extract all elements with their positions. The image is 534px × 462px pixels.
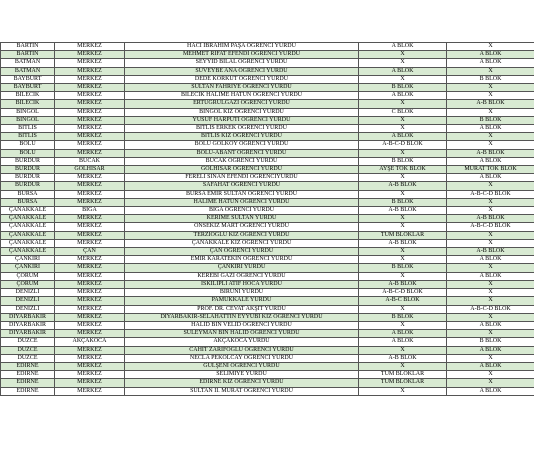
table-row (1, 182, 534, 190)
female-blocks-cell: X (359, 248, 447, 256)
district-cell: MERKEZ (55, 141, 125, 149)
district-cell: ÇAN (55, 248, 125, 256)
male-blocks-cell: MURAT TOK BLOK (447, 166, 534, 174)
table-row (1, 43, 534, 51)
province-cell: DÜZCE (1, 338, 55, 346)
female-blocks-cell: X (359, 223, 447, 231)
dormitory-name-cell: EMİR KARATEKİN ÖĞRENCİ YURDU (125, 256, 359, 264)
table-row (1, 157, 534, 165)
province-cell: DİYARBAKIR (1, 313, 55, 321)
dormitory-name-cell: BİTLİS ERKEK ÖĞRENCİ YURDU (125, 125, 359, 133)
district-cell: BİGA (55, 207, 125, 215)
dormitory-name-cell: ERTUĞRULGAZİ ÖĞRENCİ YURDU (125, 100, 359, 108)
male-blocks-cell: A-B-C-D BLOK (447, 190, 534, 198)
dormitory-name-cell: BİNGÖL KIZ ÖĞRENCİ YURDU (125, 108, 359, 116)
district-cell: MERKEZ (55, 198, 125, 206)
table-row (1, 59, 534, 67)
female-blocks-cell: B BLOK (359, 157, 447, 165)
dormitory-table (0, 42, 534, 396)
dormitory-name-cell: SAFAHAT ÖĞRENCİ YURDU (125, 182, 359, 190)
dormitory-name-cell: FERELİ SİNAN EFENDİ ÖĞRENCİYURDU (125, 174, 359, 182)
female-blocks-cell: A-B-C-D BLOK (359, 141, 447, 149)
male-blocks-cell: A-B-C-D BLOK (447, 223, 534, 231)
district-cell: MERKEZ (55, 215, 125, 223)
dormitory-name-cell: SULTAN II. MURAT ÖĞRENCİ YURDU (125, 387, 359, 395)
female-blocks-cell: X (359, 256, 447, 264)
dormitory-name-cell: ÇANAKKALE KIZ ÖĞRENCİ YURDU (125, 239, 359, 247)
female-blocks-cell: X (359, 116, 447, 124)
dormitory-name-cell: CAHİT ZARİFOĞLU ÖĞRENCİ YURDU (125, 346, 359, 354)
male-blocks-cell: X (447, 379, 534, 387)
dormitory-name-cell: SÜVEYBE ANA ÖĞRENCİ YURDU (125, 67, 359, 75)
district-cell: MERKEZ (55, 84, 125, 92)
dormitory-name-cell: GÖLHİSAR ÖĞRENCİ YURDU (125, 166, 359, 174)
male-blocks-cell: X (447, 289, 534, 297)
table-row (1, 272, 534, 280)
table-row (1, 371, 534, 379)
province-cell: ÇANKIRI (1, 264, 55, 272)
female-blocks-cell: B BLOK (359, 313, 447, 321)
district-cell: MERKEZ (55, 67, 125, 75)
male-blocks-cell: X (447, 84, 534, 92)
female-blocks-cell: TÜM BLOKLAR (359, 371, 447, 379)
female-blocks-cell: X (359, 51, 447, 59)
female-blocks-cell: X (359, 149, 447, 157)
table-row (1, 297, 534, 305)
male-blocks-cell: X (447, 198, 534, 206)
dormitory-name-cell: BOLU-ABANT ÖĞRENCİ YURDU (125, 149, 359, 157)
district-cell: MERKEZ (55, 149, 125, 157)
province-cell: DENİZLİ (1, 297, 55, 305)
district-cell: MERKEZ (55, 231, 125, 239)
province-cell: ÇORUM (1, 272, 55, 280)
dormitory-name-cell: ÇAN ÖĞRENCİ YURDU (125, 248, 359, 256)
male-blocks-cell: B BLOK (447, 116, 534, 124)
female-blocks-cell: TÜM BLOKLAR (359, 231, 447, 239)
district-cell: MERKEZ (55, 239, 125, 247)
province-cell: BİTLİS (1, 125, 55, 133)
dormitory-name-cell: KERİME SULTAN YURDU (125, 215, 359, 223)
female-blocks-cell: A-B-C-D BLOK (359, 289, 447, 297)
district-cell: MERKEZ (55, 330, 125, 338)
male-blocks-cell: A-B BLOK (447, 215, 534, 223)
table-row (1, 207, 534, 215)
province-cell: BİNGÖL (1, 108, 55, 116)
male-blocks-cell: X (447, 264, 534, 272)
table-row (1, 338, 534, 346)
table-body (1, 43, 534, 396)
table-row (1, 198, 534, 206)
table-row (1, 133, 534, 141)
female-blocks-cell: A BLOK (359, 67, 447, 75)
province-cell: BİLECİK (1, 100, 55, 108)
table-row (1, 379, 534, 387)
female-blocks-cell: X (359, 362, 447, 370)
province-cell: BAYBURT (1, 84, 55, 92)
dormitory-name-cell: DEDE KORKUT ÖĞRENCİ YURDU (125, 75, 359, 83)
female-blocks-cell: X (359, 272, 447, 280)
table-row (1, 231, 534, 239)
male-blocks-cell: B BLOK (447, 338, 534, 346)
female-blocks-cell: A-B BLOK (359, 280, 447, 288)
female-blocks-cell: A BLOK (359, 43, 447, 51)
district-cell: MERKEZ (55, 354, 125, 362)
dormitory-name-cell: EDİRNE KIZ ÖĞRENCİ YURDU (125, 379, 359, 387)
dormitory-name-cell: TERZİOĞLU KIZ ÖĞRENCİ YURDU (125, 231, 359, 239)
province-cell: DENİZLİ (1, 305, 55, 313)
district-cell: MERKEZ (55, 108, 125, 116)
dormitory-name-cell: AKÇAKOCA YURDU (125, 338, 359, 346)
dormitory-name-cell: SÜLEYMAN BİN HALİD ÖĞRENCİ YURDU (125, 330, 359, 338)
table-row (1, 215, 534, 223)
table-row (1, 256, 534, 264)
province-cell: BURSA (1, 190, 55, 198)
female-blocks-cell: A BLOK (359, 92, 447, 100)
dormitory-name-cell: KEREBİ GAZİ ÖĞRENCİ YURDU (125, 272, 359, 280)
male-blocks-cell: A-B BLOK (447, 149, 534, 157)
dormitory-name-cell: BİRUNİ YURDU (125, 289, 359, 297)
female-blocks-cell: A-B BLOK (359, 182, 447, 190)
dormitory-name-cell: ONSEKİZ MART ÖĞRENCİ YURDU (125, 223, 359, 231)
dormitory-name-cell: HACI İBRAHİM PAŞA ÖĞRENCİ YURDU (125, 43, 359, 51)
province-cell: BURDUR (1, 157, 55, 165)
province-cell: BURDUR (1, 182, 55, 190)
district-cell: BUCAK (55, 157, 125, 165)
table-row (1, 330, 534, 338)
table-row (1, 100, 534, 108)
province-cell: BURDUR (1, 166, 55, 174)
male-blocks-cell: X (447, 297, 534, 305)
province-cell: ÇANAKKALE (1, 239, 55, 247)
female-blocks-cell: A-B BLOK (359, 239, 447, 247)
district-cell: MERKEZ (55, 272, 125, 280)
female-blocks-cell: B BLOK (359, 198, 447, 206)
province-cell: BİLECİK (1, 92, 55, 100)
female-blocks-cell: X (359, 387, 447, 395)
female-blocks-cell: X (359, 125, 447, 133)
province-cell: EDİRNE (1, 371, 55, 379)
female-blocks-cell: A BLOK (359, 338, 447, 346)
district-cell: MERKEZ (55, 125, 125, 133)
dormitory-name-cell: NECLA PEKOLCAY ÖĞRENCİ YURDU (125, 354, 359, 362)
table-row (1, 289, 534, 297)
male-blocks-cell: X (447, 330, 534, 338)
table-row (1, 108, 534, 116)
district-cell: MERKEZ (55, 297, 125, 305)
table-row (1, 223, 534, 231)
province-cell: BATMAN (1, 59, 55, 67)
district-cell: MERKEZ (55, 100, 125, 108)
table-row (1, 346, 534, 354)
female-blocks-cell: X (359, 59, 447, 67)
table-row (1, 84, 534, 92)
dormitory-name-cell: HALİME HATUN ÖĞRENCİ YURDU (125, 198, 359, 206)
province-cell: ÇORUM (1, 280, 55, 288)
female-blocks-cell: X (359, 215, 447, 223)
male-blocks-cell: A BLOK (447, 59, 534, 67)
district-cell: MERKEZ (55, 362, 125, 370)
district-cell: MERKEZ (55, 51, 125, 59)
male-blocks-cell: X (447, 354, 534, 362)
male-blocks-cell: X (447, 313, 534, 321)
female-blocks-cell: X (359, 321, 447, 329)
province-cell: DÜZCE (1, 354, 55, 362)
dormitory-name-cell: PROF. DR. CEVAT AKŞİT YURDU (125, 305, 359, 313)
dormitory-name-cell: SELİMİYE YURDU (125, 371, 359, 379)
male-blocks-cell: X (447, 371, 534, 379)
male-blocks-cell: X (447, 67, 534, 75)
province-cell: BOLU (1, 149, 55, 157)
dormitory-name-cell: YUSUF HARPUTİ ÖĞRENCİ YURDU (125, 116, 359, 124)
dormitory-name-cell: SULTAN FAHRİYE ÖĞRENCİ YURDU (125, 84, 359, 92)
province-cell: BAYBURT (1, 75, 55, 83)
female-blocks-cell: A-B BLOK (359, 354, 447, 362)
female-blocks-cell: B BLOK (359, 264, 447, 272)
female-blocks-cell: A BLOK (359, 330, 447, 338)
female-blocks-cell: TÜM BLOKLAR (359, 379, 447, 387)
dormitory-name-cell: ÇANKIRI YURDU (125, 264, 359, 272)
table-row (1, 67, 534, 75)
table-row (1, 248, 534, 256)
dormitory-table-sheet (0, 42, 534, 396)
male-blocks-cell: A BLOK (447, 362, 534, 370)
district-cell: MERKEZ (55, 92, 125, 100)
table-row (1, 174, 534, 182)
district-cell: MERKEZ (55, 256, 125, 264)
male-blocks-cell: X (447, 108, 534, 116)
male-blocks-cell: X (447, 92, 534, 100)
district-cell: MERKEZ (55, 387, 125, 395)
table-row (1, 387, 534, 395)
table-row (1, 75, 534, 83)
female-blocks-cell: X (359, 174, 447, 182)
dormitory-name-cell: BOLU GÖLKÖY ÖĞRENCİ YURDU (125, 141, 359, 149)
dormitory-name-cell: GÜLŞENİ ÖĞRENCİ YURDU (125, 362, 359, 370)
district-cell: MERKEZ (55, 190, 125, 198)
female-blocks-cell: X (359, 190, 447, 198)
dormitory-name-cell: DİYARBAKIR-SELAHATTİN EYYUBİ KIZ ÖĞRENCİ YURDU (125, 313, 359, 321)
province-cell: ÇANAKKALE (1, 231, 55, 239)
province-cell: EDİRNE (1, 387, 55, 395)
province-cell: DÜZCE (1, 346, 55, 354)
female-blocks-cell: A-B BLOK (359, 207, 447, 215)
district-cell: AKÇAKOCA (55, 338, 125, 346)
male-blocks-cell: X (447, 280, 534, 288)
table-row (1, 190, 534, 198)
district-cell: MERKEZ (55, 379, 125, 387)
female-blocks-cell: B BLOK (359, 84, 447, 92)
dormitory-name-cell: MEHMET RIFAT EFENDİ ÖĞRENCİ YURDU (125, 51, 359, 59)
district-cell: GÖLHİSAR (55, 166, 125, 174)
district-cell: MERKEZ (55, 75, 125, 83)
male-blocks-cell: X (447, 141, 534, 149)
province-cell: EDİRNE (1, 362, 55, 370)
table-row (1, 362, 534, 370)
male-blocks-cell: X (447, 133, 534, 141)
province-cell: DENİZLİ (1, 289, 55, 297)
table-row (1, 166, 534, 174)
male-blocks-cell: X (447, 207, 534, 215)
province-cell: BARTIN (1, 43, 55, 51)
province-cell: BARTIN (1, 51, 55, 59)
table-row (1, 264, 534, 272)
male-blocks-cell: A BLOK (447, 51, 534, 59)
district-cell: MERKEZ (55, 321, 125, 329)
dormitory-name-cell: PAMUKKALE YURDU (125, 297, 359, 305)
female-blocks-cell: C BLOK (359, 108, 447, 116)
district-cell: MERKEZ (55, 280, 125, 288)
table-row (1, 239, 534, 247)
province-cell: BOLU (1, 141, 55, 149)
district-cell: MERKEZ (55, 346, 125, 354)
province-cell: DİYARBAKIR (1, 330, 55, 338)
district-cell: MERKEZ (55, 43, 125, 51)
table-row (1, 321, 534, 329)
female-blocks-cell: A BLOK (359, 133, 447, 141)
table-row (1, 116, 534, 124)
province-cell: ÇANAKKALE (1, 223, 55, 231)
province-cell: ÇANAKKALE (1, 248, 55, 256)
male-blocks-cell: A BLOK (447, 387, 534, 395)
female-blocks-cell: X (359, 100, 447, 108)
male-blocks-cell: A BLOK (447, 174, 534, 182)
province-cell: BURSA (1, 198, 55, 206)
district-cell: MERKEZ (55, 305, 125, 313)
table-row (1, 141, 534, 149)
province-cell: ÇANKIRI (1, 256, 55, 264)
dormitory-name-cell: İSKİLİPLİ ATIF HOCA YURDU (125, 280, 359, 288)
male-blocks-cell: A-B-C-D BLOK (447, 305, 534, 313)
male-blocks-cell: A-B BLOK (447, 100, 534, 108)
district-cell: MERKEZ (55, 264, 125, 272)
table-row (1, 354, 534, 362)
male-blocks-cell: B BLOK (447, 75, 534, 83)
male-blocks-cell: X (447, 43, 534, 51)
male-blocks-cell: A BLOK (447, 321, 534, 329)
district-cell: MERKEZ (55, 116, 125, 124)
male-blocks-cell: X (447, 239, 534, 247)
female-blocks-cell: X (359, 305, 447, 313)
table-row (1, 125, 534, 133)
district-cell: MERKEZ (55, 174, 125, 182)
male-blocks-cell: A BLOK (447, 272, 534, 280)
dormitory-name-cell: SEYYİD BİLAL ÖĞRENCİ YURDU (125, 59, 359, 67)
district-cell: MERKEZ (55, 182, 125, 190)
district-cell: MERKEZ (55, 313, 125, 321)
male-blocks-cell: A-B BLOK (447, 248, 534, 256)
province-cell: BATMAN (1, 67, 55, 75)
province-cell: DİYARBAKIR (1, 321, 55, 329)
table-row (1, 313, 534, 321)
male-blocks-cell: A BLOK (447, 346, 534, 354)
table-row (1, 92, 534, 100)
district-cell: MERKEZ (55, 133, 125, 141)
district-cell: MERKEZ (55, 371, 125, 379)
female-blocks-cell: X (359, 75, 447, 83)
table-row (1, 51, 534, 59)
table-row (1, 305, 534, 313)
female-blocks-cell: X (359, 346, 447, 354)
district-cell: MERKEZ (55, 223, 125, 231)
table-row (1, 149, 534, 157)
province-cell: BİTLİS (1, 133, 55, 141)
male-blocks-cell: X (447, 231, 534, 239)
province-cell: ÇANAKKALE (1, 207, 55, 215)
male-blocks-cell: A BLOK (447, 157, 534, 165)
province-cell: BİNGÖL (1, 116, 55, 124)
district-cell: MERKEZ (55, 289, 125, 297)
dormitory-name-cell: BURSA EMİR SULTAN ÖĞRENCİ YURDU (125, 190, 359, 198)
dormitory-name-cell: BİLECİK HALİME HATUN ÖĞRENCİ YURDU (125, 92, 359, 100)
dormitory-name-cell: HALİD BİN VELİD ÖĞRENCİ YURDU (125, 321, 359, 329)
district-cell: MERKEZ (55, 59, 125, 67)
province-cell: BURDUR (1, 174, 55, 182)
dormitory-name-cell: BUCAK ÖĞRENCİ YURDU (125, 157, 359, 165)
male-blocks-cell: A BLOK (447, 256, 534, 264)
female-blocks-cell: AYŞE TOK BLOK (359, 166, 447, 174)
female-blocks-cell: A-B-C BLOK (359, 297, 447, 305)
male-blocks-cell: A BLOK (447, 125, 534, 133)
dormitory-name-cell: BİTLİS KIZ ÖĞRENCİ YURDU (125, 133, 359, 141)
dormitory-name-cell: BİGA ÖĞRENCİ YURDU (125, 207, 359, 215)
table-row (1, 280, 534, 288)
province-cell: ÇANAKKALE (1, 215, 55, 223)
male-blocks-cell: X (447, 182, 534, 190)
province-cell: EDİRNE (1, 379, 55, 387)
